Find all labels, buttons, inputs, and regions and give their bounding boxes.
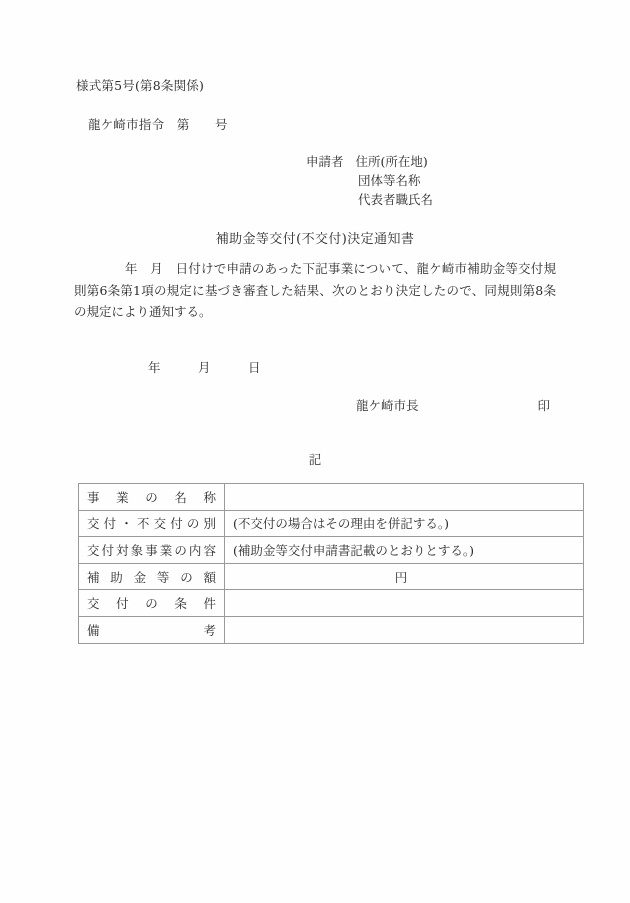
applicant-row-organization <box>306 171 433 190</box>
row-label-grant-type: 交付・不交付の別 <box>79 510 225 537</box>
applicant-block <box>306 152 433 209</box>
applicant-representative: 代表者職氏名 <box>358 192 434 207</box>
table-row <box>79 590 584 617</box>
table-body <box>79 484 584 644</box>
table-row <box>79 537 584 564</box>
applicant-organization: 団体等名称 <box>358 173 421 188</box>
row-value-remarks[interactable] <box>225 616 584 643</box>
issuer-name: 龍ケ崎市長 <box>356 398 419 413</box>
seal-mark: 印 <box>537 398 550 413</box>
table-row <box>79 616 584 643</box>
page-title: 補助金等交付(不交付)決定通知書 <box>215 232 415 247</box>
document-number: 龍ケ崎市指令 第 号 <box>88 117 228 132</box>
table-row <box>79 484 584 511</box>
row-value-project-name[interactable] <box>225 484 584 511</box>
ki-marker: 記 <box>308 452 322 467</box>
row-value-grant-amount[interactable]: 円 <box>225 563 584 590</box>
row-label-grant-conditions: 交付の条件 <box>79 590 225 617</box>
decision-details-table <box>78 483 584 644</box>
table-row <box>79 563 584 590</box>
row-value-grant-type[interactable]: (不交付の場合はその理由を併記する。) <box>225 510 584 537</box>
issuer-line <box>356 396 550 414</box>
row-value-grant-conditions[interactable] <box>225 590 584 617</box>
form-number: 様式第5号(第8条関係) <box>76 78 205 93</box>
date-line: 年 月 日 <box>148 360 261 375</box>
row-label-project-content: 交付対象事業の内容 <box>79 537 225 564</box>
table-row <box>79 510 584 537</box>
row-label-remarks: 備考 <box>79 616 225 643</box>
applicant-label: 申請者 <box>306 154 344 169</box>
body-paragraph: 年 月 日付けで申請のあった下記事業について、龍ケ崎市補助金等交付規則第6条第1項の規定に基づき審査した結果、次のとおり決定したので、同規則第8条の規定により通知する。 <box>74 261 556 319</box>
applicant-row-address <box>306 152 433 171</box>
row-label-grant-amount: 補助金等の額 <box>79 563 225 590</box>
row-value-project-content[interactable]: (補助金等交付申請書記載のとおりとする。) <box>225 537 584 564</box>
applicant-row-representative <box>306 190 433 209</box>
row-label-project-name: 事業の名称 <box>79 484 225 511</box>
applicant-address: 住所(所在地) <box>355 154 428 169</box>
